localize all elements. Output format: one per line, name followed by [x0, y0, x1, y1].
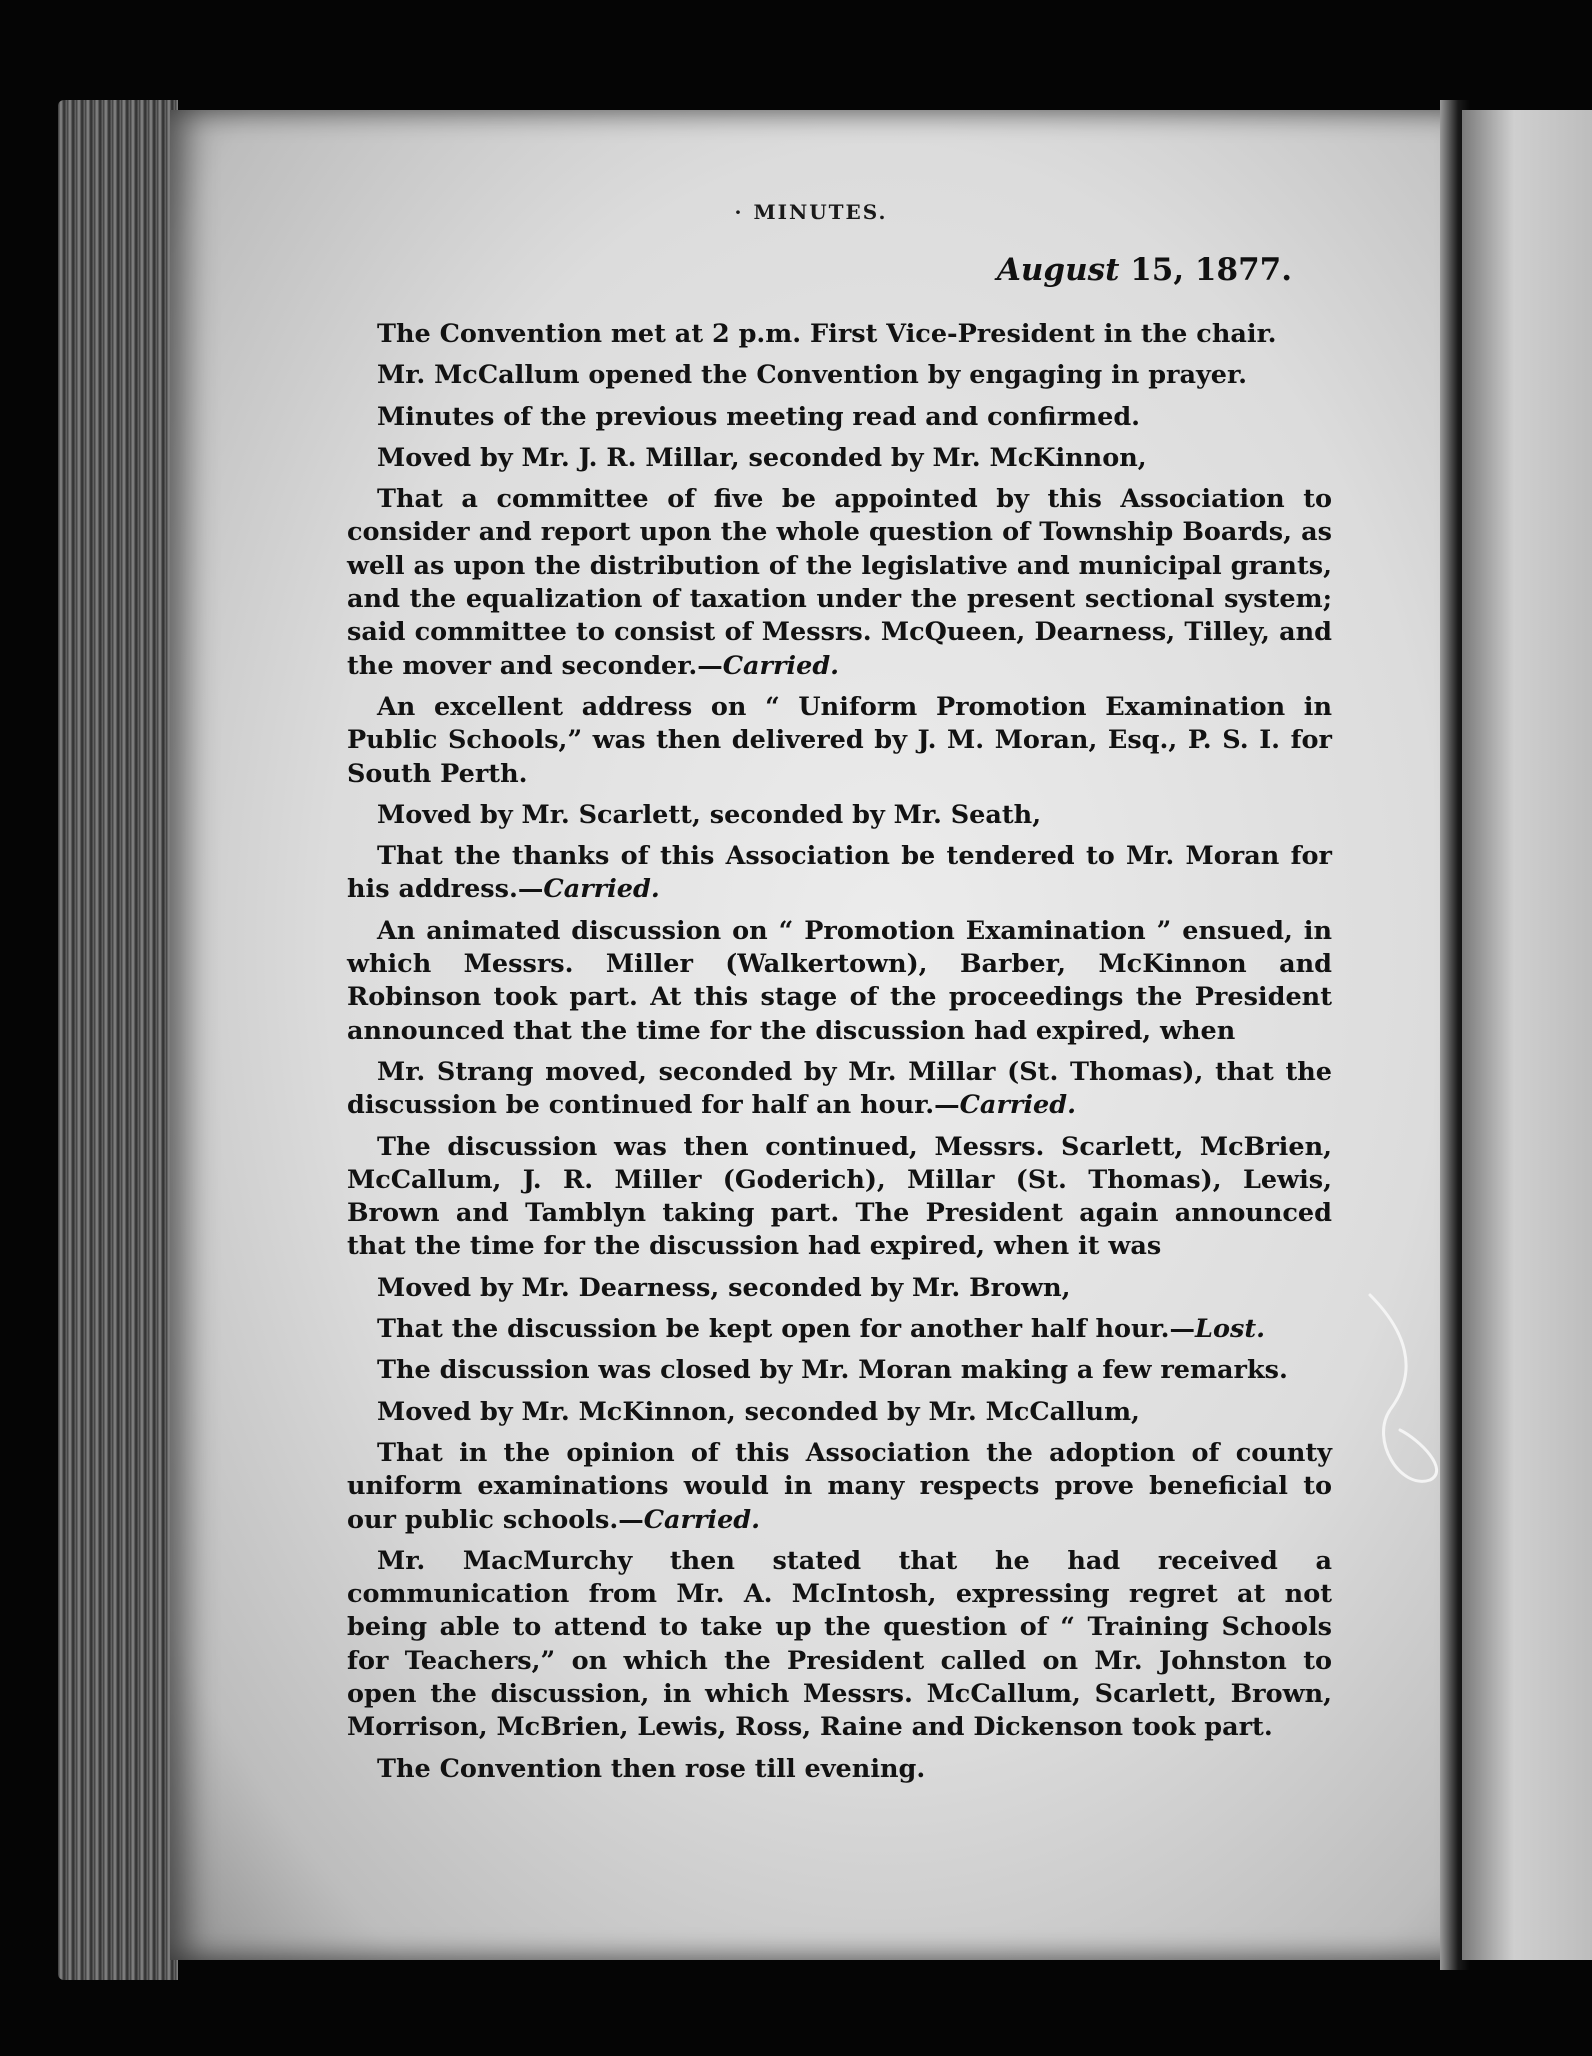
paragraph-text: The Convention met at 2 p.m. First Vice-President in the chair. — [377, 319, 1277, 349]
motion-result: Carried. — [722, 650, 840, 681]
facing-page-edge — [1462, 110, 1592, 1960]
paragraph-text: An animated discussion on “ Promotion Examination ” ensued, in which Messrs. Miller (Walkertown), Barber, McKinnon and Robinson took part. At this stage of the proceedings the President announced that the time for the discussion had expired, when — [347, 915, 1332, 1046]
motion-result: Carried. — [543, 874, 660, 905]
motion-result: Carried. — [959, 1090, 1076, 1121]
paragraph-text: Moved by Mr. Scarlett, seconded by Mr. Seath, — [377, 799, 1042, 830]
paragraph-text: Moved by Mr. McKinnon, seconded by Mr. McCallum, — [377, 1396, 1140, 1427]
paragraph-text: Mr. MacMurchy then stated that he had received a communication from Mr. A. McIntosh, expressing regret at not being able to attend to take up the question of “ Training Schools for Teachers,” on which the President called on Mr. Johnston to open the discussion, in which Messrs. McCallum, Scarlett, Brown, Morrison, McBrien, Lewis, Ross, Raine and Dickenson took part. — [347, 1545, 1332, 1743]
minutes-paragraph — [347, 1437, 1332, 1537]
minutes-paragraph — [347, 840, 1332, 907]
minutes-paragraph — [347, 691, 1332, 791]
paragraph-text: That in the opinion of this Association the adoption of county uniform examinations would in many respects prove beneficial to our public schools.— — [347, 1437, 1332, 1535]
minutes-paragraph — [347, 1056, 1332, 1123]
date-day-year: 15, 1877. — [1119, 252, 1292, 288]
minutes-paragraph — [347, 1354, 1332, 1387]
minutes-paragraph — [347, 401, 1332, 434]
paragraph-text: Mr. McCallum opened the Convention by engaging in prayer. — [377, 360, 1248, 391]
minutes-paragraph — [347, 1313, 1332, 1346]
page-edge-stack — [58, 100, 178, 1980]
minutes-paragraph — [347, 1131, 1332, 1264]
handwritten-pencil-mark — [1360, 1290, 1450, 1500]
minutes-paragraph — [347, 915, 1332, 1048]
paragraph-text: Moved by Mr. J. R. Millar, seconded by Mr. McKinnon, — [377, 442, 1147, 473]
minutes-paragraph — [347, 359, 1332, 392]
motion-result: Lost. — [1195, 1314, 1265, 1345]
paragraph-text: An excellent address on “ Uniform Promotion Examination in Public Schools,” was then delivered by J. M. Moran, Esq., P. S. I. for South Perth. — [347, 691, 1332, 789]
minutes-paragraph — [347, 1272, 1332, 1305]
paragraph-text: That the discussion be kept open for another half hour.— — [377, 1314, 1196, 1345]
minutes-paragraph — [347, 1753, 1332, 1786]
minutes-paragraph — [347, 799, 1332, 832]
paragraph-text: Moved by Mr. Dearness, seconded by Mr. Brown, — [377, 1272, 1071, 1303]
running-head-dot: · — [734, 200, 744, 224]
minutes-paragraph — [347, 318, 1332, 351]
minutes-body — [347, 318, 1332, 1794]
paragraph-text: Minutes of the previous meeting read and confirmed. — [377, 401, 1141, 432]
minutes-paragraph — [347, 1396, 1332, 1429]
date-month: August — [996, 252, 1120, 288]
paragraph-text: The Convention then rose till evening. — [377, 1753, 926, 1784]
motion-result: Carried. — [643, 1504, 761, 1535]
running-head-text: MINUTES. — [753, 200, 888, 224]
running-head — [0, 200, 1592, 224]
paragraph-text: That the thanks of this Association be tendered to Mr. Moran for his address.— — [347, 841, 1332, 905]
minutes-paragraph — [347, 442, 1332, 475]
paragraph-text: Mr. Strang moved, seconded by Mr. Millar (St. Thomas), that the discussion be continued for half an hour.— — [347, 1056, 1332, 1121]
minutes-paragraph — [347, 1545, 1332, 1745]
paragraph-text: The discussion was then continued, Messrs. Scarlett, McBrien, McCallum, J. R. Miller (Goderich), Millar (St. Thomas), Lewis, Brown and Tamblyn taking part. The President again announced that the time for the discussion had expired, when it was — [347, 1131, 1332, 1262]
minutes-paragraph — [347, 483, 1332, 683]
minutes-date — [997, 252, 1292, 288]
paragraph-text: The discussion was closed by Mr. Moran making a few remarks. — [377, 1355, 1288, 1386]
paragraph-text: That a committee of five be appointed by this Association to consider and report upon the whole question of Township Boards, as well as upon the distribution of the legislative and municipal grants, and the equalization of taxation under the present sectional system; said committee to consist of Messrs. McQueen, Dearness, Tilley, and the mover and seconder.— — [347, 484, 1332, 681]
